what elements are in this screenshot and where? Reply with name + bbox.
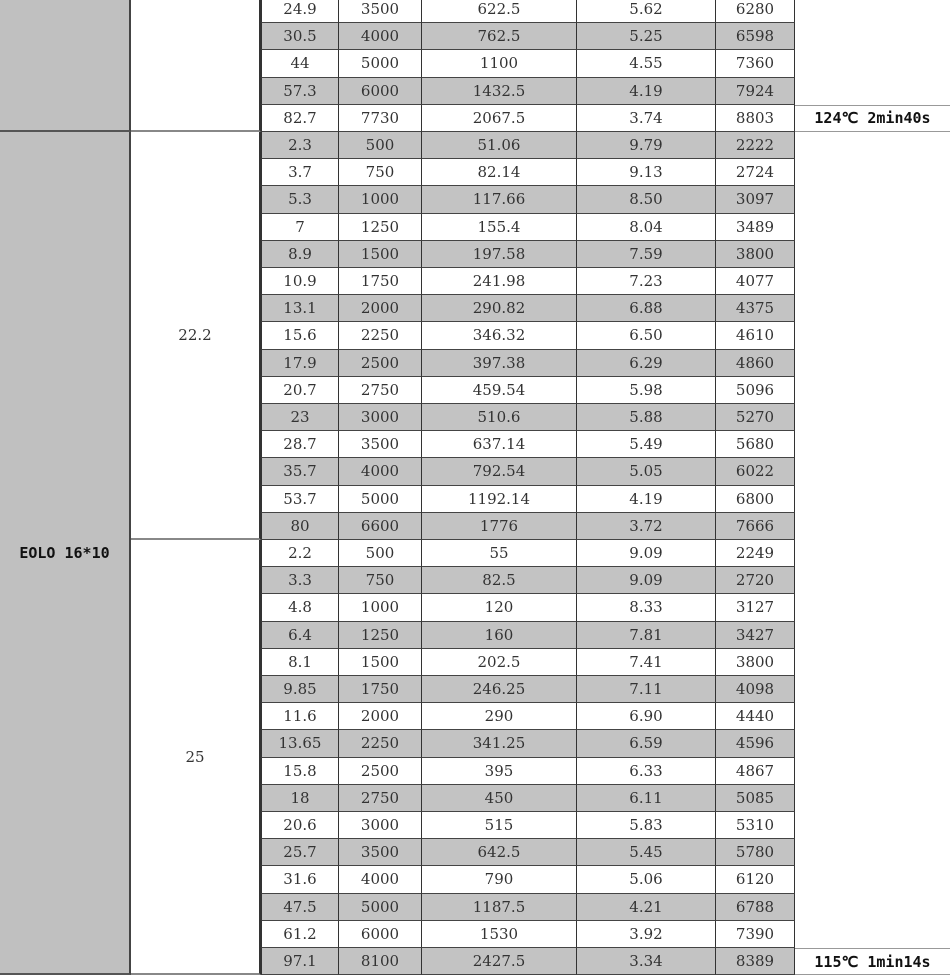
thrust-g-cell: 4077 xyxy=(716,268,795,295)
power-w-cell: 82.14 xyxy=(422,159,577,186)
thrust-g-cell: 3800 xyxy=(716,241,795,268)
efficiency-g-per-w-cell: 6.90 xyxy=(577,703,716,730)
efficiency-g-per-w-cell: 4.55 xyxy=(577,50,716,77)
current-a-cell: 25.7 xyxy=(261,839,339,866)
efficiency-g-per-w-cell: 6.11 xyxy=(577,785,716,812)
rpm-cell: 1750 xyxy=(339,676,422,703)
current-a-cell: 5.3 xyxy=(261,186,339,213)
thrust-g-cell: 2720 xyxy=(716,567,795,594)
efficiency-g-per-w-cell: 5.83 xyxy=(577,812,716,839)
current-a-cell: 97.1 xyxy=(261,948,339,975)
current-a-cell: 10.9 xyxy=(261,268,339,295)
thrust-g-cell: 4440 xyxy=(716,703,795,730)
thrust-g-cell: 7666 xyxy=(716,513,795,540)
power-w-cell: 397.38 xyxy=(422,350,577,377)
rpm-cell: 2500 xyxy=(339,350,422,377)
power-w-cell: 160 xyxy=(422,622,577,649)
current-a-cell: 23 xyxy=(261,404,339,431)
rpm-cell: 2500 xyxy=(339,758,422,785)
power-w-cell: 2067.5 xyxy=(422,105,577,132)
current-a-cell: 4.8 xyxy=(261,594,339,621)
power-w-cell: 762.5 xyxy=(422,23,577,50)
efficiency-g-per-w-cell: 5.62 xyxy=(577,0,716,23)
power-w-cell: 117.66 xyxy=(422,186,577,213)
power-w-cell: 155.4 xyxy=(422,214,577,241)
rpm-cell: 750 xyxy=(339,567,422,594)
current-a-cell: 80 xyxy=(261,513,339,540)
power-w-cell: 637.14 xyxy=(422,431,577,458)
efficiency-g-per-w-cell: 7.59 xyxy=(577,241,716,268)
current-a-cell: 20.7 xyxy=(261,377,339,404)
current-a-cell: 8.1 xyxy=(261,649,339,676)
power-w-cell: 1530 xyxy=(422,921,577,948)
efficiency-g-per-w-cell: 6.50 xyxy=(577,322,716,349)
current-a-cell: 3.7 xyxy=(261,159,339,186)
efficiency-g-per-w-cell: 7.23 xyxy=(577,268,716,295)
rpm-cell: 2000 xyxy=(339,703,422,730)
thrust-g-cell: 2249 xyxy=(716,540,795,567)
power-w-cell: 790 xyxy=(422,866,577,893)
efficiency-g-per-w-cell: 7.41 xyxy=(577,649,716,676)
current-a-cell: 13.65 xyxy=(261,730,339,757)
thrust-g-cell: 5085 xyxy=(716,785,795,812)
rpm-cell: 4000 xyxy=(339,866,422,893)
notes-column xyxy=(795,0,950,975)
thrust-g-cell: 6598 xyxy=(716,23,795,50)
current-a-cell: 8.9 xyxy=(261,241,339,268)
power-w-cell: 82.5 xyxy=(422,567,577,594)
efficiency-g-per-w-cell: 4.19 xyxy=(577,78,716,105)
thrust-g-cell: 5270 xyxy=(716,404,795,431)
power-w-cell: 1776 xyxy=(422,513,577,540)
current-a-cell: 11.6 xyxy=(261,703,339,730)
thrust-g-cell: 6280 xyxy=(716,0,795,23)
efficiency-g-per-w-cell: 6.88 xyxy=(577,295,716,322)
power-w-cell: 515 xyxy=(422,812,577,839)
power-w-cell: 450 xyxy=(422,785,577,812)
current-a-cell: 18 xyxy=(261,785,339,812)
rpm-cell: 4000 xyxy=(339,458,422,485)
power-w-cell: 55 xyxy=(422,540,577,567)
current-a-cell: 24.9 xyxy=(261,0,339,23)
efficiency-g-per-w-cell: 8.50 xyxy=(577,186,716,213)
thrust-g-cell: 3097 xyxy=(716,186,795,213)
rpm-cell: 7730 xyxy=(339,105,422,132)
power-w-cell: 341.25 xyxy=(422,730,577,757)
power-w-cell: 395 xyxy=(422,758,577,785)
rpm-cell: 1000 xyxy=(339,594,422,621)
current-a-cell: 2.2 xyxy=(261,540,339,567)
rpm-cell: 2250 xyxy=(339,730,422,757)
power-w-cell: 622.5 xyxy=(422,0,577,23)
efficiency-g-per-w-cell: 8.33 xyxy=(577,594,716,621)
efficiency-g-per-w-cell: 8.04 xyxy=(577,214,716,241)
thrust-g-cell: 5680 xyxy=(716,431,795,458)
rpm-cell: 4000 xyxy=(339,23,422,50)
power-w-cell: 51.06 xyxy=(422,132,577,159)
prop-diameter-cell: 25 xyxy=(131,540,261,975)
efficiency-g-per-w-cell: 7.81 xyxy=(577,622,716,649)
current-a-cell: 3.3 xyxy=(261,567,339,594)
efficiency-g-per-w-cell: 5.98 xyxy=(577,377,716,404)
efficiency-g-per-w-cell: 5.45 xyxy=(577,839,716,866)
rpm-cell: 2000 xyxy=(339,295,422,322)
power-w-cell: 290 xyxy=(422,703,577,730)
thrust-g-cell: 2222 xyxy=(716,132,795,159)
thrust-g-cell: 4867 xyxy=(716,758,795,785)
rpm-cell: 3500 xyxy=(339,839,422,866)
rpm-cell: 3500 xyxy=(339,431,422,458)
efficiency-g-per-w-cell: 9.13 xyxy=(577,159,716,186)
efficiency-g-per-w-cell: 7.11 xyxy=(577,676,716,703)
power-w-cell: 1100 xyxy=(422,50,577,77)
power-w-cell: 1432.5 xyxy=(422,78,577,105)
thrust-g-cell: 8803 xyxy=(716,105,795,132)
thrust-g-cell: 2724 xyxy=(716,159,795,186)
efficiency-g-per-w-cell: 5.25 xyxy=(577,23,716,50)
rpm-cell: 8100 xyxy=(339,948,422,975)
thrust-g-cell: 4596 xyxy=(716,730,795,757)
rpm-cell: 5000 xyxy=(339,50,422,77)
current-a-cell: 15.8 xyxy=(261,758,339,785)
thrust-g-cell: 3800 xyxy=(716,649,795,676)
current-a-cell: 28.7 xyxy=(261,431,339,458)
rpm-cell: 2250 xyxy=(339,322,422,349)
power-w-cell: 202.5 xyxy=(422,649,577,676)
prop-diameter-cell: 22.2 xyxy=(131,132,261,540)
power-w-cell: 459.54 xyxy=(422,377,577,404)
current-a-cell: 30.5 xyxy=(261,23,339,50)
efficiency-g-per-w-cell: 5.05 xyxy=(577,458,716,485)
efficiency-g-per-w-cell: 9.09 xyxy=(577,540,716,567)
current-a-cell: 2.3 xyxy=(261,132,339,159)
efficiency-g-per-w-cell: 9.79 xyxy=(577,132,716,159)
power-w-cell: 197.58 xyxy=(422,241,577,268)
power-w-cell: 510.6 xyxy=(422,404,577,431)
thrust-g-cell: 4610 xyxy=(716,322,795,349)
current-a-cell: 13.1 xyxy=(261,295,339,322)
thrust-g-cell: 3489 xyxy=(716,214,795,241)
prop-diameter-cell xyxy=(131,0,261,132)
power-w-cell: 346.32 xyxy=(422,322,577,349)
rpm-cell: 1500 xyxy=(339,241,422,268)
efficiency-g-per-w-cell: 5.49 xyxy=(577,431,716,458)
current-a-cell: 17.9 xyxy=(261,350,339,377)
efficiency-g-per-w-cell: 5.06 xyxy=(577,866,716,893)
current-a-cell: 9.85 xyxy=(261,676,339,703)
power-w-cell: 241.98 xyxy=(422,268,577,295)
current-a-cell: 15.6 xyxy=(261,322,339,349)
thrust-g-cell: 3127 xyxy=(716,594,795,621)
thrust-g-cell: 4860 xyxy=(716,350,795,377)
rpm-cell: 1750 xyxy=(339,268,422,295)
rpm-cell: 6000 xyxy=(339,921,422,948)
current-a-cell: 47.5 xyxy=(261,894,339,921)
current-a-cell: 20.6 xyxy=(261,812,339,839)
rpm-cell: 3000 xyxy=(339,404,422,431)
rpm-cell: 750 xyxy=(339,159,422,186)
rpm-cell: 500 xyxy=(339,540,422,567)
thrust-g-cell: 5310 xyxy=(716,812,795,839)
rpm-cell: 5000 xyxy=(339,894,422,921)
rpm-cell: 3000 xyxy=(339,812,422,839)
thrust-g-cell: 7360 xyxy=(716,50,795,77)
rpm-cell: 1250 xyxy=(339,622,422,649)
current-a-cell: 57.3 xyxy=(261,78,339,105)
thrust-g-cell: 5780 xyxy=(716,839,795,866)
current-a-cell: 7 xyxy=(261,214,339,241)
efficiency-g-per-w-cell: 3.92 xyxy=(577,921,716,948)
rpm-cell: 6000 xyxy=(339,78,422,105)
motor-model-cell: EOLO 16*10 xyxy=(0,132,131,975)
power-w-cell: 246.25 xyxy=(422,676,577,703)
power-w-cell: 2427.5 xyxy=(422,948,577,975)
power-w-cell: 290.82 xyxy=(422,295,577,322)
thrust-g-cell: 4098 xyxy=(716,676,795,703)
rpm-cell: 3500 xyxy=(339,0,422,23)
current-a-cell: 44 xyxy=(261,50,339,77)
thrust-g-cell: 6022 xyxy=(716,458,795,485)
current-a-cell: 82.7 xyxy=(261,105,339,132)
thrust-g-cell: 6800 xyxy=(716,486,795,513)
thrust-g-cell: 6120 xyxy=(716,866,795,893)
thrust-g-cell: 4375 xyxy=(716,295,795,322)
thrust-g-cell: 3427 xyxy=(716,622,795,649)
efficiency-g-per-w-cell: 9.09 xyxy=(577,567,716,594)
efficiency-g-per-w-cell: 5.88 xyxy=(577,404,716,431)
motor-model-cell xyxy=(0,0,131,132)
rpm-cell: 1250 xyxy=(339,214,422,241)
efficiency-g-per-w-cell: 3.72 xyxy=(577,513,716,540)
current-a-cell: 35.7 xyxy=(261,458,339,485)
rpm-cell: 2750 xyxy=(339,377,422,404)
current-a-cell: 61.2 xyxy=(261,921,339,948)
current-a-cell: 6.4 xyxy=(261,622,339,649)
current-a-cell: 53.7 xyxy=(261,486,339,513)
power-w-cell: 120 xyxy=(422,594,577,621)
thrust-g-cell: 5096 xyxy=(716,377,795,404)
rpm-cell: 500 xyxy=(339,132,422,159)
efficiency-g-per-w-cell: 6.59 xyxy=(577,730,716,757)
power-w-cell: 792.54 xyxy=(422,458,577,485)
thrust-g-cell: 7924 xyxy=(716,78,795,105)
rpm-cell: 2750 xyxy=(339,785,422,812)
power-w-cell: 1192.14 xyxy=(422,486,577,513)
rpm-cell: 5000 xyxy=(339,486,422,513)
test-result-note: 124℃ 2min40s xyxy=(795,105,950,132)
power-w-cell: 642.5 xyxy=(422,839,577,866)
efficiency-g-per-w-cell: 3.34 xyxy=(577,948,716,975)
efficiency-g-per-w-cell: 3.74 xyxy=(577,105,716,132)
efficiency-g-per-w-cell: 6.33 xyxy=(577,758,716,785)
power-w-cell: 1187.5 xyxy=(422,894,577,921)
rpm-cell: 1000 xyxy=(339,186,422,213)
test-result-note: 115℃ 1min14s xyxy=(795,948,950,975)
thrust-g-cell: 7390 xyxy=(716,921,795,948)
current-a-cell: 31.6 xyxy=(261,866,339,893)
rpm-cell: 6600 xyxy=(339,513,422,540)
efficiency-g-per-w-cell: 4.19 xyxy=(577,486,716,513)
rpm-cell: 1500 xyxy=(339,649,422,676)
efficiency-g-per-w-cell: 6.29 xyxy=(577,350,716,377)
thrust-g-cell: 8389 xyxy=(716,948,795,975)
thrust-g-cell: 6788 xyxy=(716,894,795,921)
efficiency-g-per-w-cell: 4.21 xyxy=(577,894,716,921)
